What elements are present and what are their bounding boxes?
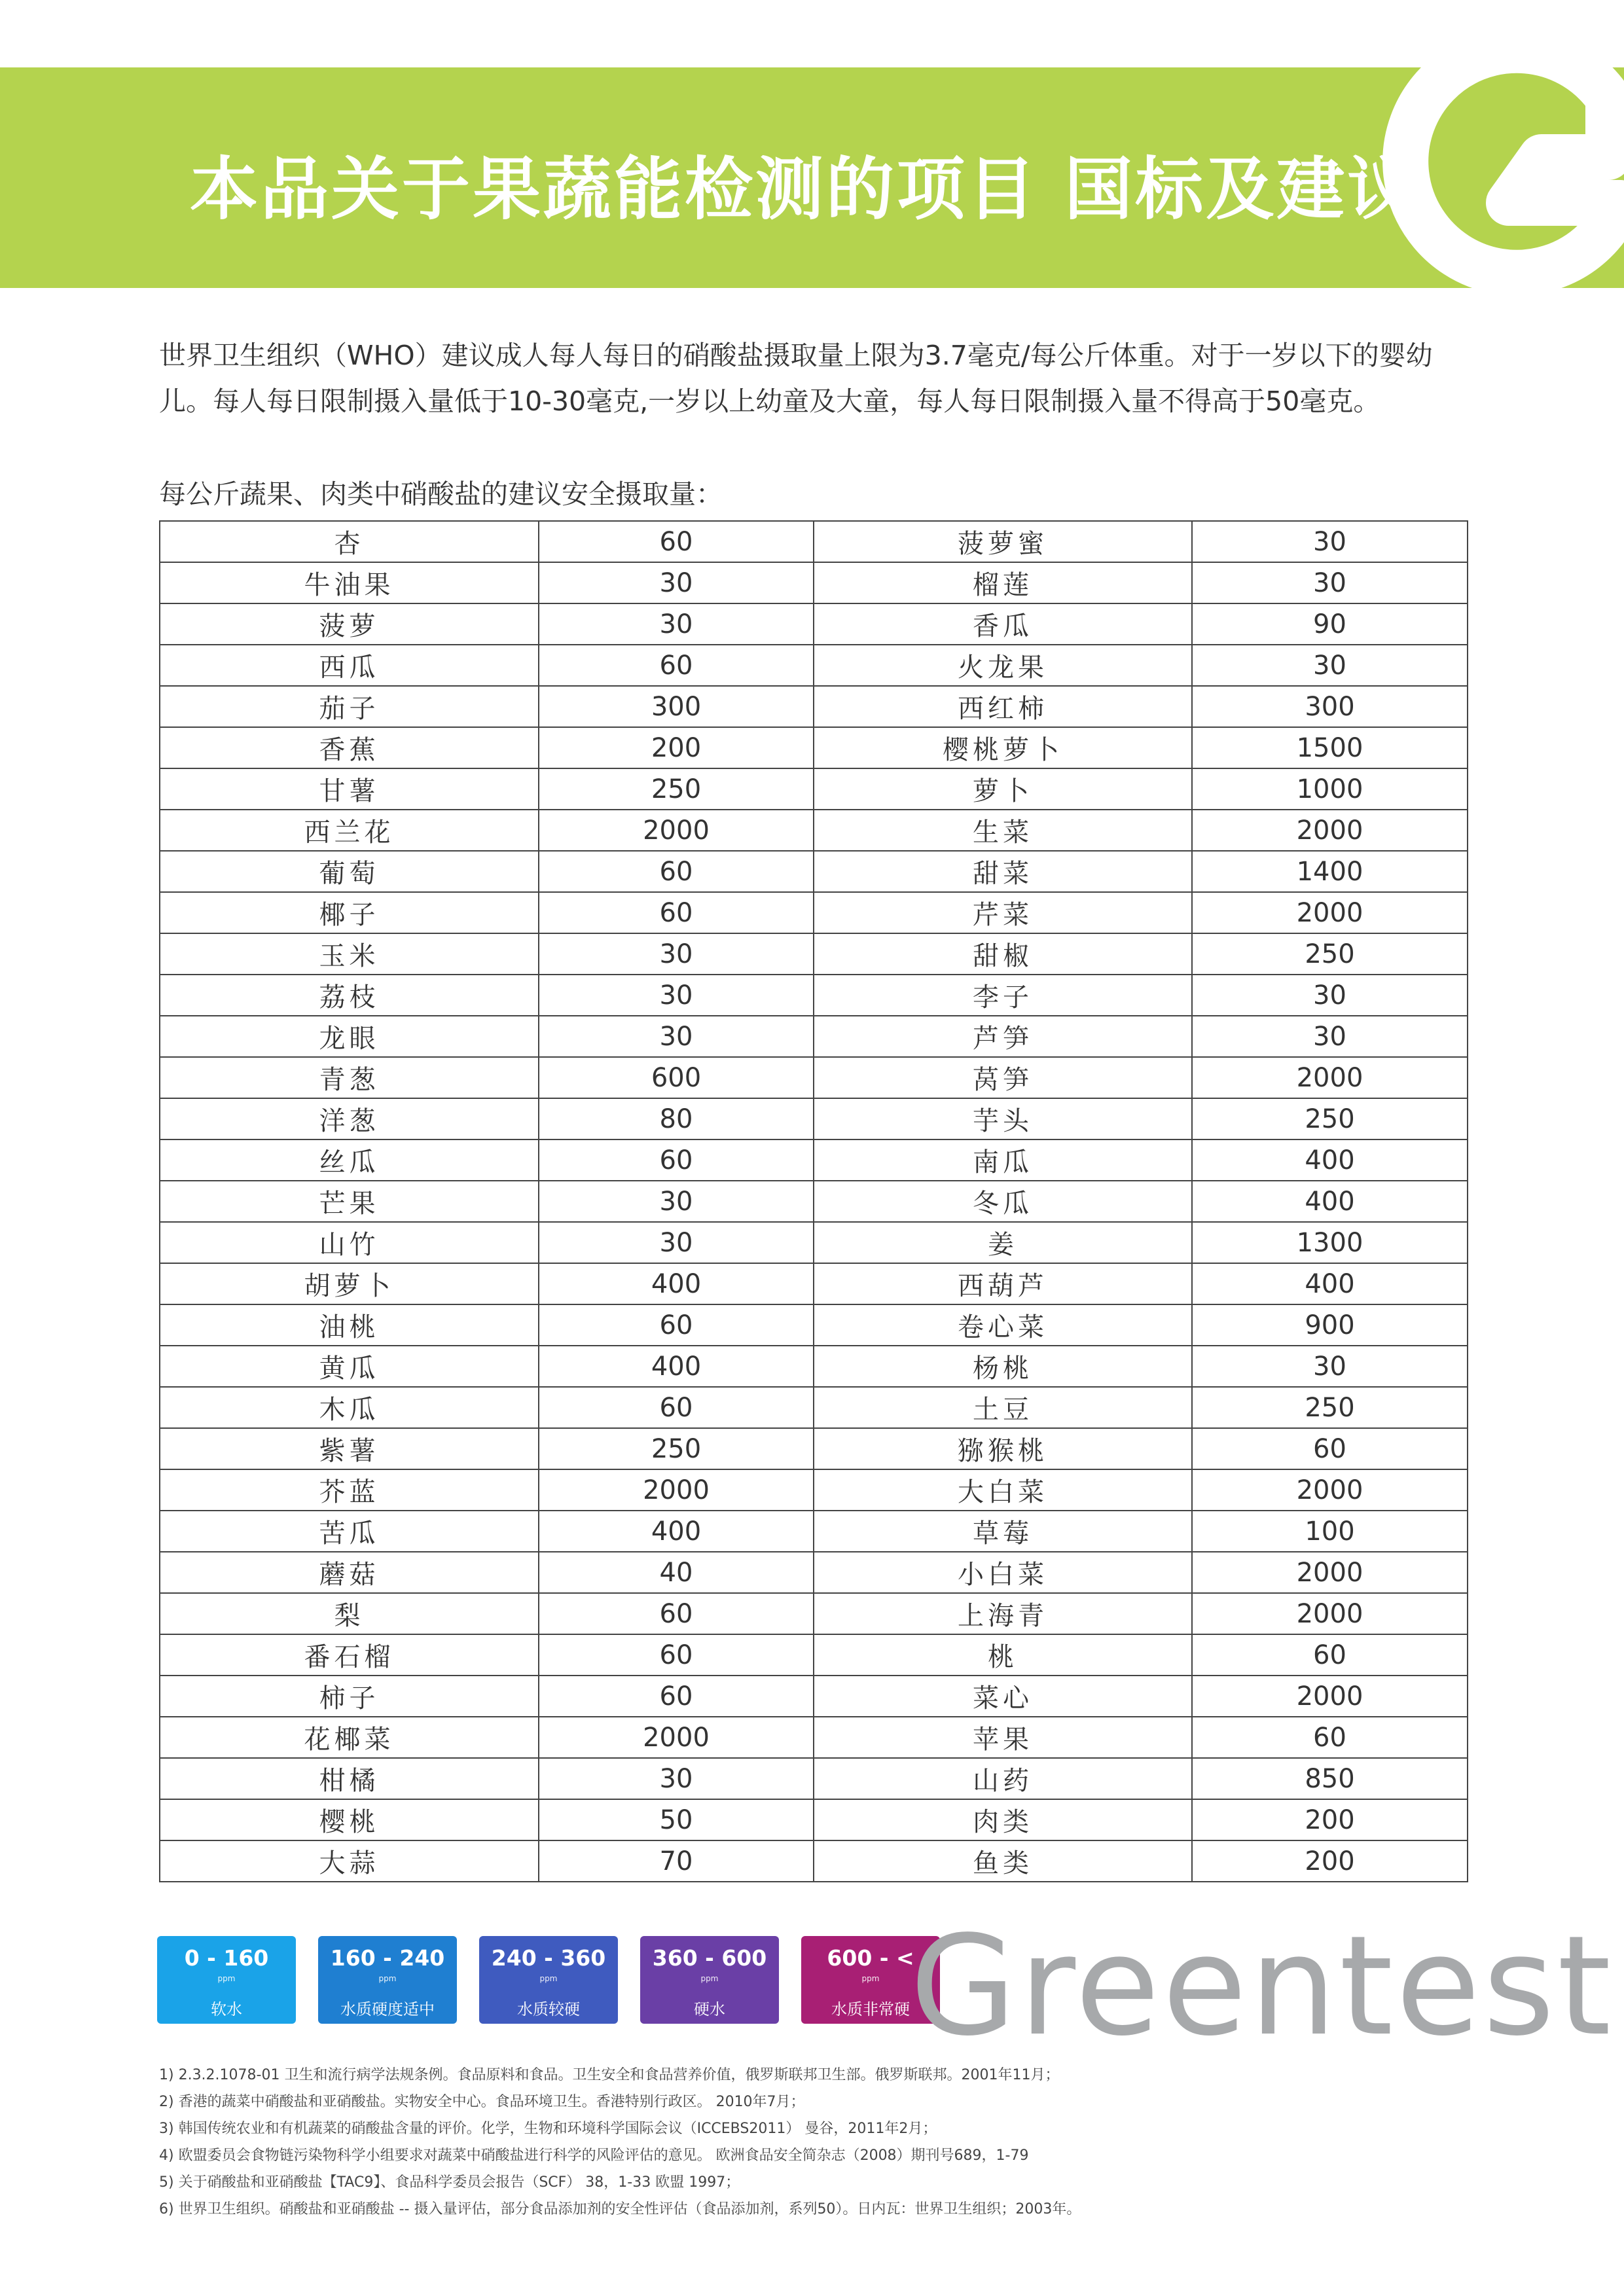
food-name-cell: 芹菜 — [814, 892, 1192, 933]
hardness-range: 160 - 240 — [330, 1945, 445, 1971]
hardness-swatch — [479, 1936, 618, 2024]
nitrate-value-cell: 100 — [1192, 1511, 1468, 1552]
food-name-cell: 甘薯 — [160, 768, 539, 810]
reference-item: 2) 香港的蔬菜中硝酸盐和亚硝酸盐。实物安全中心。食品环境卫生。香港特别行政区。 2010年7月； — [159, 2094, 805, 2110]
brand-wordmark: Greentest — [910, 1906, 1614, 2066]
nitrate-value-cell: 30 — [539, 1758, 814, 1799]
food-name-cell: 洋葱 — [160, 1098, 539, 1139]
nitrate-value-cell: 200 — [1192, 1840, 1468, 1882]
food-name-cell: 牛油果 — [160, 562, 539, 603]
food-name-cell: 梨 — [160, 1593, 539, 1634]
table-row — [160, 1676, 1468, 1717]
hardness-unit: ppm — [217, 1974, 236, 1983]
food-name-cell: 苦瓜 — [160, 1511, 539, 1552]
nitrate-value-cell: 60 — [539, 851, 814, 892]
table-row — [160, 1304, 1468, 1346]
nitrate-value-cell: 250 — [1192, 933, 1468, 975]
reference-item: 6) 世界卫生组织。硝酸盐和亚硝酸盐 -- 摄入量评估，部分食品添加剂的安全性评估（食品添加剂，系列50）。日内瓦：世界卫生组织；2003年。 — [159, 2201, 1081, 2217]
nitrate-value-cell: 400 — [539, 1511, 814, 1552]
table-row — [160, 645, 1468, 686]
food-name-cell: 菠萝蜜 — [814, 521, 1192, 562]
food-name-cell: 苹果 — [814, 1717, 1192, 1758]
food-name-cell: 西红柿 — [814, 686, 1192, 727]
reference-item: 4) 欧盟委员会食物链污染物科学小组要求对蔬菜中硝酸盐进行科学的风险评估的意见。 欧洲食品安全简杂志（2008）期刊号689，1-79 — [159, 2147, 1029, 2164]
nitrate-value-cell: 1300 — [1192, 1222, 1468, 1263]
nitrate-value-cell: 30 — [1192, 975, 1468, 1016]
food-name-cell: 番石榴 — [160, 1634, 539, 1676]
hardness-range: 0 - 160 — [184, 1945, 269, 1971]
nitrate-value-cell: 50 — [539, 1799, 814, 1840]
table-row — [160, 768, 1468, 810]
table-row — [160, 1387, 1468, 1428]
nitrate-value-cell: 900 — [1192, 1304, 1468, 1346]
nitrate-value-cell: 60 — [539, 1634, 814, 1676]
hardness-unit: ppm — [700, 1974, 719, 1983]
food-name-cell: 李子 — [814, 975, 1192, 1016]
food-name-cell: 花椰菜 — [160, 1717, 539, 1758]
table-row — [160, 562, 1468, 603]
nitrate-value-cell: 400 — [539, 1346, 814, 1387]
nitrate-value-cell: 2000 — [1192, 1469, 1468, 1511]
food-name-cell: 土豆 — [814, 1387, 1192, 1428]
nitrate-value-cell: 2000 — [539, 1469, 814, 1511]
food-name-cell: 萝卜 — [814, 768, 1192, 810]
nitrate-value-cell: 60 — [1192, 1717, 1468, 1758]
hardness-range: 600 - < — [827, 1945, 914, 1971]
food-name-cell: 草莓 — [814, 1511, 1192, 1552]
nitrate-value-cell: 60 — [539, 521, 814, 562]
nitrate-value-cell: 850 — [1192, 1758, 1468, 1799]
nitrate-value-cell: 2000 — [1192, 1552, 1468, 1593]
table-row — [160, 1717, 1468, 1758]
food-name-cell: 荔枝 — [160, 975, 539, 1016]
table-row — [160, 1057, 1468, 1098]
table-row — [160, 1840, 1468, 1882]
food-name-cell: 杏 — [160, 521, 539, 562]
food-name-cell: 冬瓜 — [814, 1181, 1192, 1222]
food-name-cell: 火龙果 — [814, 645, 1192, 686]
reference-item: 3) 韩国传统农业和有机蔬菜的硝酸盐含量的评价。化学，生物和环境科学国际会议（ICCEBS2011） 曼谷，2011年2月； — [159, 2121, 937, 2137]
food-name-cell: 玉米 — [160, 933, 539, 975]
table-caption: 每公斤蔬果、肉类中硝酸盐的建议安全摄取量： — [159, 478, 723, 510]
table-row — [160, 1469, 1468, 1511]
hardness-label: 水质非常硬 — [831, 2000, 910, 2018]
table-row — [160, 1758, 1468, 1799]
nitrate-value-cell: 2000 — [539, 810, 814, 851]
nitrate-value-cell: 60 — [539, 645, 814, 686]
nitrate-value-cell: 2000 — [1192, 1676, 1468, 1717]
hardness-unit: ppm — [539, 1974, 558, 1983]
food-name-cell: 生菜 — [814, 810, 1192, 851]
nitrate-value-cell: 30 — [1192, 562, 1468, 603]
food-name-cell: 山竹 — [160, 1222, 539, 1263]
food-name-cell: 西瓜 — [160, 645, 539, 686]
nitrate-value-cell: 1400 — [1192, 851, 1468, 892]
nitrate-value-cell: 250 — [539, 1428, 814, 1469]
table-row — [160, 1222, 1468, 1263]
food-name-cell: 樱桃萝卜 — [814, 727, 1192, 768]
nitrate-value-cell: 250 — [1192, 1098, 1468, 1139]
food-name-cell: 卷心菜 — [814, 1304, 1192, 1346]
greentest-g-logo-icon — [1378, 52, 1624, 301]
food-name-cell: 桃 — [814, 1634, 1192, 1676]
food-name-cell: 柑橘 — [160, 1758, 539, 1799]
food-name-cell: 香蕉 — [160, 727, 539, 768]
hardness-range: 360 - 600 — [652, 1945, 767, 1971]
food-name-cell: 茄子 — [160, 686, 539, 727]
nitrate-value-cell: 2000 — [539, 1717, 814, 1758]
nitrate-value-cell: 2000 — [1192, 892, 1468, 933]
nitrate-value-cell: 400 — [1192, 1181, 1468, 1222]
food-name-cell: 樱桃 — [160, 1799, 539, 1840]
hardness-label: 水质较硬 — [517, 2000, 580, 2018]
reference-item: 5) 关于硝酸盐和亚硝酸盐【TAC9】、食品科学委员会报告（SCF） 38，1-33 欧盟 1997； — [159, 2174, 740, 2191]
nitrate-value-cell: 60 — [539, 1676, 814, 1717]
hardness-swatch — [318, 1936, 457, 2024]
nitrate-value-cell: 30 — [1192, 645, 1468, 686]
table-row — [160, 1016, 1468, 1057]
food-name-cell: 黄瓜 — [160, 1346, 539, 1387]
table-row — [160, 1346, 1468, 1387]
table-row — [160, 933, 1468, 975]
food-name-cell: 油桃 — [160, 1304, 539, 1346]
table-row — [160, 1511, 1468, 1552]
table-row — [160, 521, 1468, 562]
food-name-cell: 芒果 — [160, 1181, 539, 1222]
nitrate-value-cell: 30 — [539, 1016, 814, 1057]
nitrate-value-cell: 600 — [539, 1057, 814, 1098]
nitrate-value-cell: 250 — [539, 768, 814, 810]
nitrate-value-cell: 30 — [539, 1222, 814, 1263]
nitrate-value-cell: 90 — [1192, 603, 1468, 645]
food-name-cell: 龙眼 — [160, 1016, 539, 1057]
food-name-cell: 丝瓜 — [160, 1139, 539, 1181]
food-name-cell: 姜 — [814, 1222, 1192, 1263]
nitrate-value-cell: 60 — [1192, 1428, 1468, 1469]
table-row — [160, 1263, 1468, 1304]
references-list — [159, 2062, 1501, 2223]
table-row — [160, 1139, 1468, 1181]
food-name-cell: 大蒜 — [160, 1840, 539, 1882]
table-row — [160, 1593, 1468, 1634]
nitrate-value-cell: 30 — [539, 1181, 814, 1222]
nitrate-value-cell: 40 — [539, 1552, 814, 1593]
hardness-unit: ppm — [378, 1974, 397, 1983]
nitrate-value-cell: 2000 — [1192, 810, 1468, 851]
table-row — [160, 810, 1468, 851]
nitrate-intake-table — [159, 520, 1468, 1882]
nitrate-value-cell: 30 — [539, 562, 814, 603]
food-name-cell: 鱼类 — [814, 1840, 1192, 1882]
table-row — [160, 892, 1468, 933]
food-name-cell: 柿子 — [160, 1676, 539, 1717]
hardness-range: 240 - 360 — [491, 1945, 606, 1971]
nitrate-value-cell: 2000 — [1192, 1593, 1468, 1634]
table-row — [160, 1181, 1468, 1222]
food-name-cell: 木瓜 — [160, 1387, 539, 1428]
food-name-cell: 蘑菇 — [160, 1552, 539, 1593]
nitrate-value-cell: 30 — [539, 975, 814, 1016]
food-name-cell: 南瓜 — [814, 1139, 1192, 1181]
hardness-unit: ppm — [861, 1974, 880, 1983]
table-row — [160, 686, 1468, 727]
food-name-cell: 胡萝卜 — [160, 1263, 539, 1304]
nitrate-value-cell: 1000 — [1192, 768, 1468, 810]
hardness-swatch — [157, 1936, 296, 2024]
hardness-label: 水质硬度适中 — [340, 2000, 435, 2018]
table-row — [160, 1634, 1468, 1676]
table-row — [160, 1552, 1468, 1593]
table-row — [160, 1428, 1468, 1469]
table-row — [160, 1799, 1468, 1840]
nitrate-value-cell: 30 — [1192, 1016, 1468, 1057]
food-name-cell: 大白菜 — [814, 1469, 1192, 1511]
nitrate-value-cell: 400 — [539, 1263, 814, 1304]
food-name-cell: 莴笋 — [814, 1057, 1192, 1098]
food-name-cell: 杨桃 — [814, 1346, 1192, 1387]
food-name-cell: 香瓜 — [814, 603, 1192, 645]
nitrate-value-cell: 30 — [539, 933, 814, 975]
food-name-cell: 甜菜 — [814, 851, 1192, 892]
nitrate-value-cell: 200 — [539, 727, 814, 768]
hardness-label: 软水 — [211, 2000, 242, 2018]
nitrate-value-cell: 60 — [539, 892, 814, 933]
nitrate-value-cell: 30 — [1192, 521, 1468, 562]
hardness-swatch — [640, 1936, 779, 2024]
reference-item: 1) 2.3.2.1078-01 卫生和流行病学法规条例。食品原料和食品。卫生安全和食品营养价值，俄罗斯联邦卫生部。俄罗斯联邦。2001年11月； — [159, 2067, 1060, 2083]
intro-paragraph: 世界卫生组织（WHO）建议成人每人每日的硝酸盐摄取量上限为3.7毫克/每公斤体重。对于一岁以下的婴幼儿。每人每日限制摄入量低于10-30毫克,一岁以上幼童及大童，每人每日限制摄入量不得高于50毫克。 — [159, 340, 1433, 417]
food-name-cell: 椰子 — [160, 892, 539, 933]
food-name-cell: 葡萄 — [160, 851, 539, 892]
table-row — [160, 727, 1468, 768]
nitrate-value-cell: 60 — [539, 1139, 814, 1181]
page-title: 本品关于果蔬能检测的项目 国标及建议 — [190, 149, 1418, 229]
nitrate-value-cell: 200 — [1192, 1799, 1468, 1840]
food-name-cell: 山药 — [814, 1758, 1192, 1799]
nitrate-value-cell: 30 — [539, 603, 814, 645]
nitrate-value-cell: 60 — [539, 1387, 814, 1428]
food-name-cell: 猕猴桃 — [814, 1428, 1192, 1469]
food-name-cell: 榴莲 — [814, 562, 1192, 603]
nitrate-value-cell: 30 — [1192, 1346, 1468, 1387]
nitrate-value-cell: 1500 — [1192, 727, 1468, 768]
water-hardness-legend — [157, 1936, 962, 2024]
hardness-label: 硬水 — [694, 2000, 725, 2018]
food-name-cell: 菠萝 — [160, 603, 539, 645]
food-name-cell: 西兰花 — [160, 810, 539, 851]
nitrate-value-cell: 60 — [539, 1593, 814, 1634]
food-name-cell: 小白菜 — [814, 1552, 1192, 1593]
food-name-cell: 甜椒 — [814, 933, 1192, 975]
food-name-cell: 紫薯 — [160, 1428, 539, 1469]
nitrate-value-cell: 60 — [539, 1304, 814, 1346]
food-name-cell: 上海青 — [814, 1593, 1192, 1634]
table-row — [160, 975, 1468, 1016]
table-row — [160, 1098, 1468, 1139]
nitrate-value-cell: 400 — [1192, 1139, 1468, 1181]
nitrate-value-cell: 80 — [539, 1098, 814, 1139]
nitrate-value-cell: 250 — [1192, 1387, 1468, 1428]
nitrate-value-cell: 60 — [1192, 1634, 1468, 1676]
nitrate-value-cell: 300 — [539, 686, 814, 727]
nitrate-value-cell: 400 — [1192, 1263, 1468, 1304]
food-name-cell: 西葫芦 — [814, 1263, 1192, 1304]
food-name-cell: 芋头 — [814, 1098, 1192, 1139]
food-name-cell: 肉类 — [814, 1799, 1192, 1840]
nitrate-table-body — [160, 521, 1468, 1882]
food-name-cell: 菜心 — [814, 1676, 1192, 1717]
table-row — [160, 603, 1468, 645]
nitrate-value-cell: 70 — [539, 1840, 814, 1882]
table-row — [160, 851, 1468, 892]
food-name-cell: 芥蓝 — [160, 1469, 539, 1511]
food-name-cell: 芦笋 — [814, 1016, 1192, 1057]
food-name-cell: 青葱 — [160, 1057, 539, 1098]
nitrate-value-cell: 300 — [1192, 686, 1468, 727]
nitrate-value-cell: 2000 — [1192, 1057, 1468, 1098]
